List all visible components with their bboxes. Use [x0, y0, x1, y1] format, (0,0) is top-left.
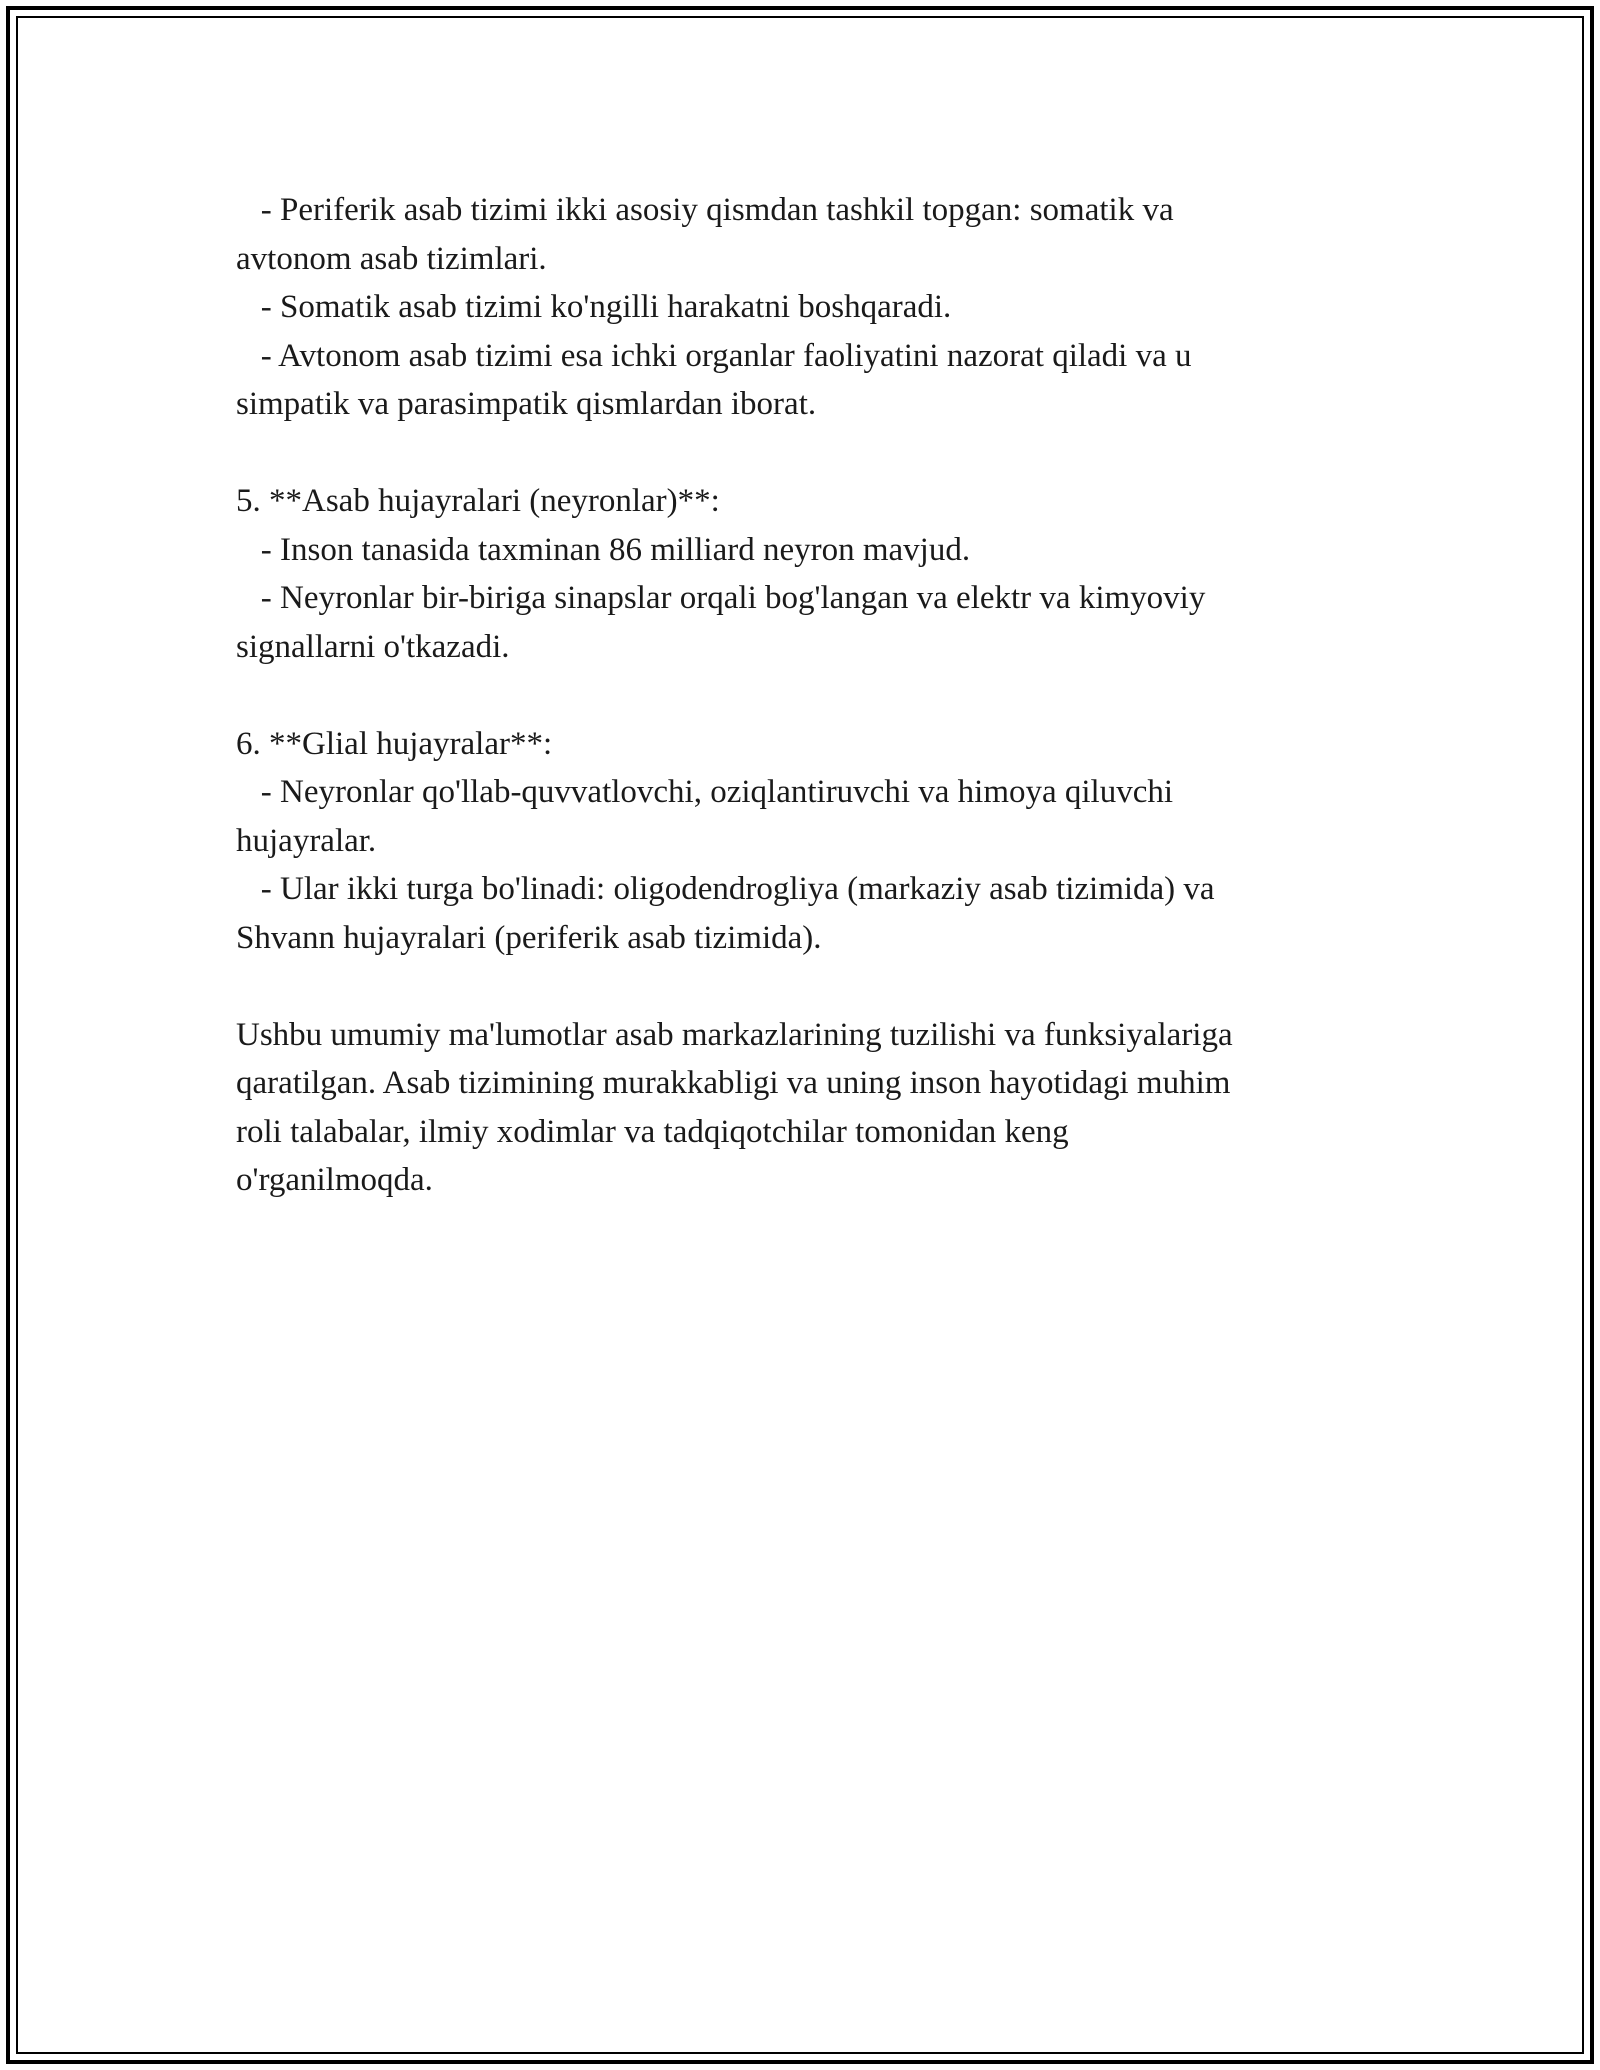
text-line: - Somatik asab tizimi ko'ngilli harakatni boshqaradi. [236, 289, 952, 325]
blank-line [236, 671, 1376, 720]
blank-line [236, 962, 1376, 1011]
section-heading: 5. **Asab hujayralari (neyronlar)**: [236, 483, 720, 519]
text-line: Shvann hujayralari (periferik asab tizimida). [236, 919, 822, 956]
text-line: - Periferik asab tizimi ikki asosiy qismdan tashkil topgan: somatik va [236, 192, 1174, 228]
summary-line: roli talabalar, ilmiy xodimlar va tadqiqotchilar tomonidan keng [236, 1113, 1069, 1150]
text-line: - Neyronlar qo'llab-quvvatlovchi, oziqlantiruvchi va himoya qiluvchi [236, 774, 1174, 810]
text-line: - Avtonom asab tizimi esa ichki organlar faoliyatini nazorat qiladi va u [236, 337, 1192, 374]
summary-line: qaratilgan. Asab tizimining murakkabligi va uning inson hayotidagi muhim [236, 1065, 1231, 1101]
text-line: signallarni o'tkazadi. [236, 628, 510, 665]
text-line: - Neyronlar bir-biriga sinapslar orqali bog'langan va elektr va kimyoviy [236, 580, 1206, 616]
text-line: - Ular ikki turga bo'linadi: oligodendrogliya (markaziy asab tizimida) va [236, 871, 1215, 907]
text-line: simpatik va parasimpatik qismlardan iborat. [236, 386, 817, 422]
text-line: - Inson tanasida taxminan 86 milliard neyron mavjud. [236, 531, 971, 568]
document-body [236, 186, 1376, 1205]
blank-line [236, 429, 1376, 478]
text-line: avtonom asab tizimlari. [236, 240, 547, 277]
summary-line: o'rganilmoqda. [236, 1162, 433, 1198]
section-heading: 6. **Glial hujayralar**: [236, 725, 553, 762]
summary-line: Ushbu umumiy ma'lumotlar asab markazlarining tuzilishi va funksiyalariga [236, 1016, 1233, 1053]
text-line: hujayralar. [236, 822, 377, 859]
